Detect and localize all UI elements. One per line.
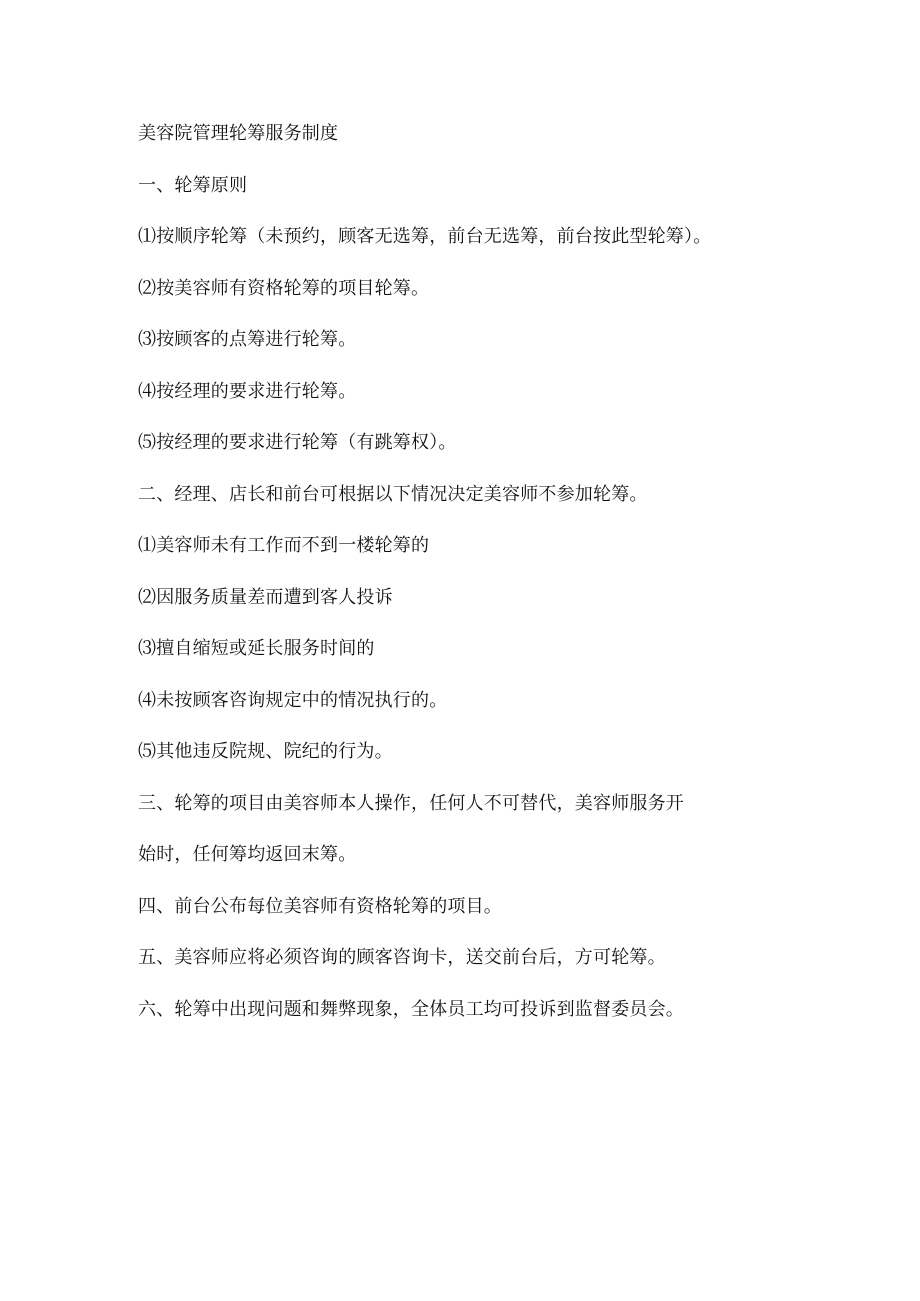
section-heading-2: 二、经理、店长和前台可根据以下情况决定美容师不参加轮筹。: [138, 483, 648, 505]
section-paragraph-3-continued: 始时，任何筹均返回末筹。: [138, 844, 357, 865]
section-paragraph-3: 三、轮筹的项目由美容师本人操作，任何人不可替代，美容师服务开: [138, 792, 684, 814]
document-title: 美容院管理轮筹服务制度: [138, 123, 339, 144]
list-item: ⑵因服务质量差而遭到客人投诉: [138, 586, 393, 608]
list-item: ⑶按顾客的点筹进行轮筹。: [138, 329, 357, 350]
section-paragraph-4: 四、前台公布每位美容师有资格轮筹的项目。: [138, 895, 502, 917]
list-item: ⑶擅自缩短或延长服务时间的: [138, 638, 375, 659]
section-heading-1: 一、轮筹原则: [138, 174, 248, 196]
list-item: ⑴按顺序轮筹（未预约，顾客无选筹，前台无选筹，前台按此型轮筹）。: [138, 226, 712, 247]
list-item: ⑸按经理的要求进行轮筹（有跳筹权）。: [138, 432, 457, 453]
section-paragraph-5: 五、美容师应将必须咨询的顾客咨询卡，送交前台后，方可轮筹。: [138, 947, 666, 968]
document-body: [138, 121, 798, 1048]
list-item: ⑷按经理的要求进行轮筹。: [138, 380, 357, 402]
list-item: ⑴美容师未有工作而不到一楼轮筹的: [138, 535, 430, 556]
list-item: ⑷未按顾客咨询规定中的情况执行的。: [138, 689, 448, 711]
list-item: ⑵按美容师有资格轮筹的项目轮筹。: [138, 277, 430, 299]
section-paragraph-6: 六、轮筹中出现问题和舞弊现象，全体员工均可投诉到监督委员会。: [138, 998, 684, 1020]
list-item: ⑸其他违反院规、院纪的行为。: [138, 741, 393, 762]
